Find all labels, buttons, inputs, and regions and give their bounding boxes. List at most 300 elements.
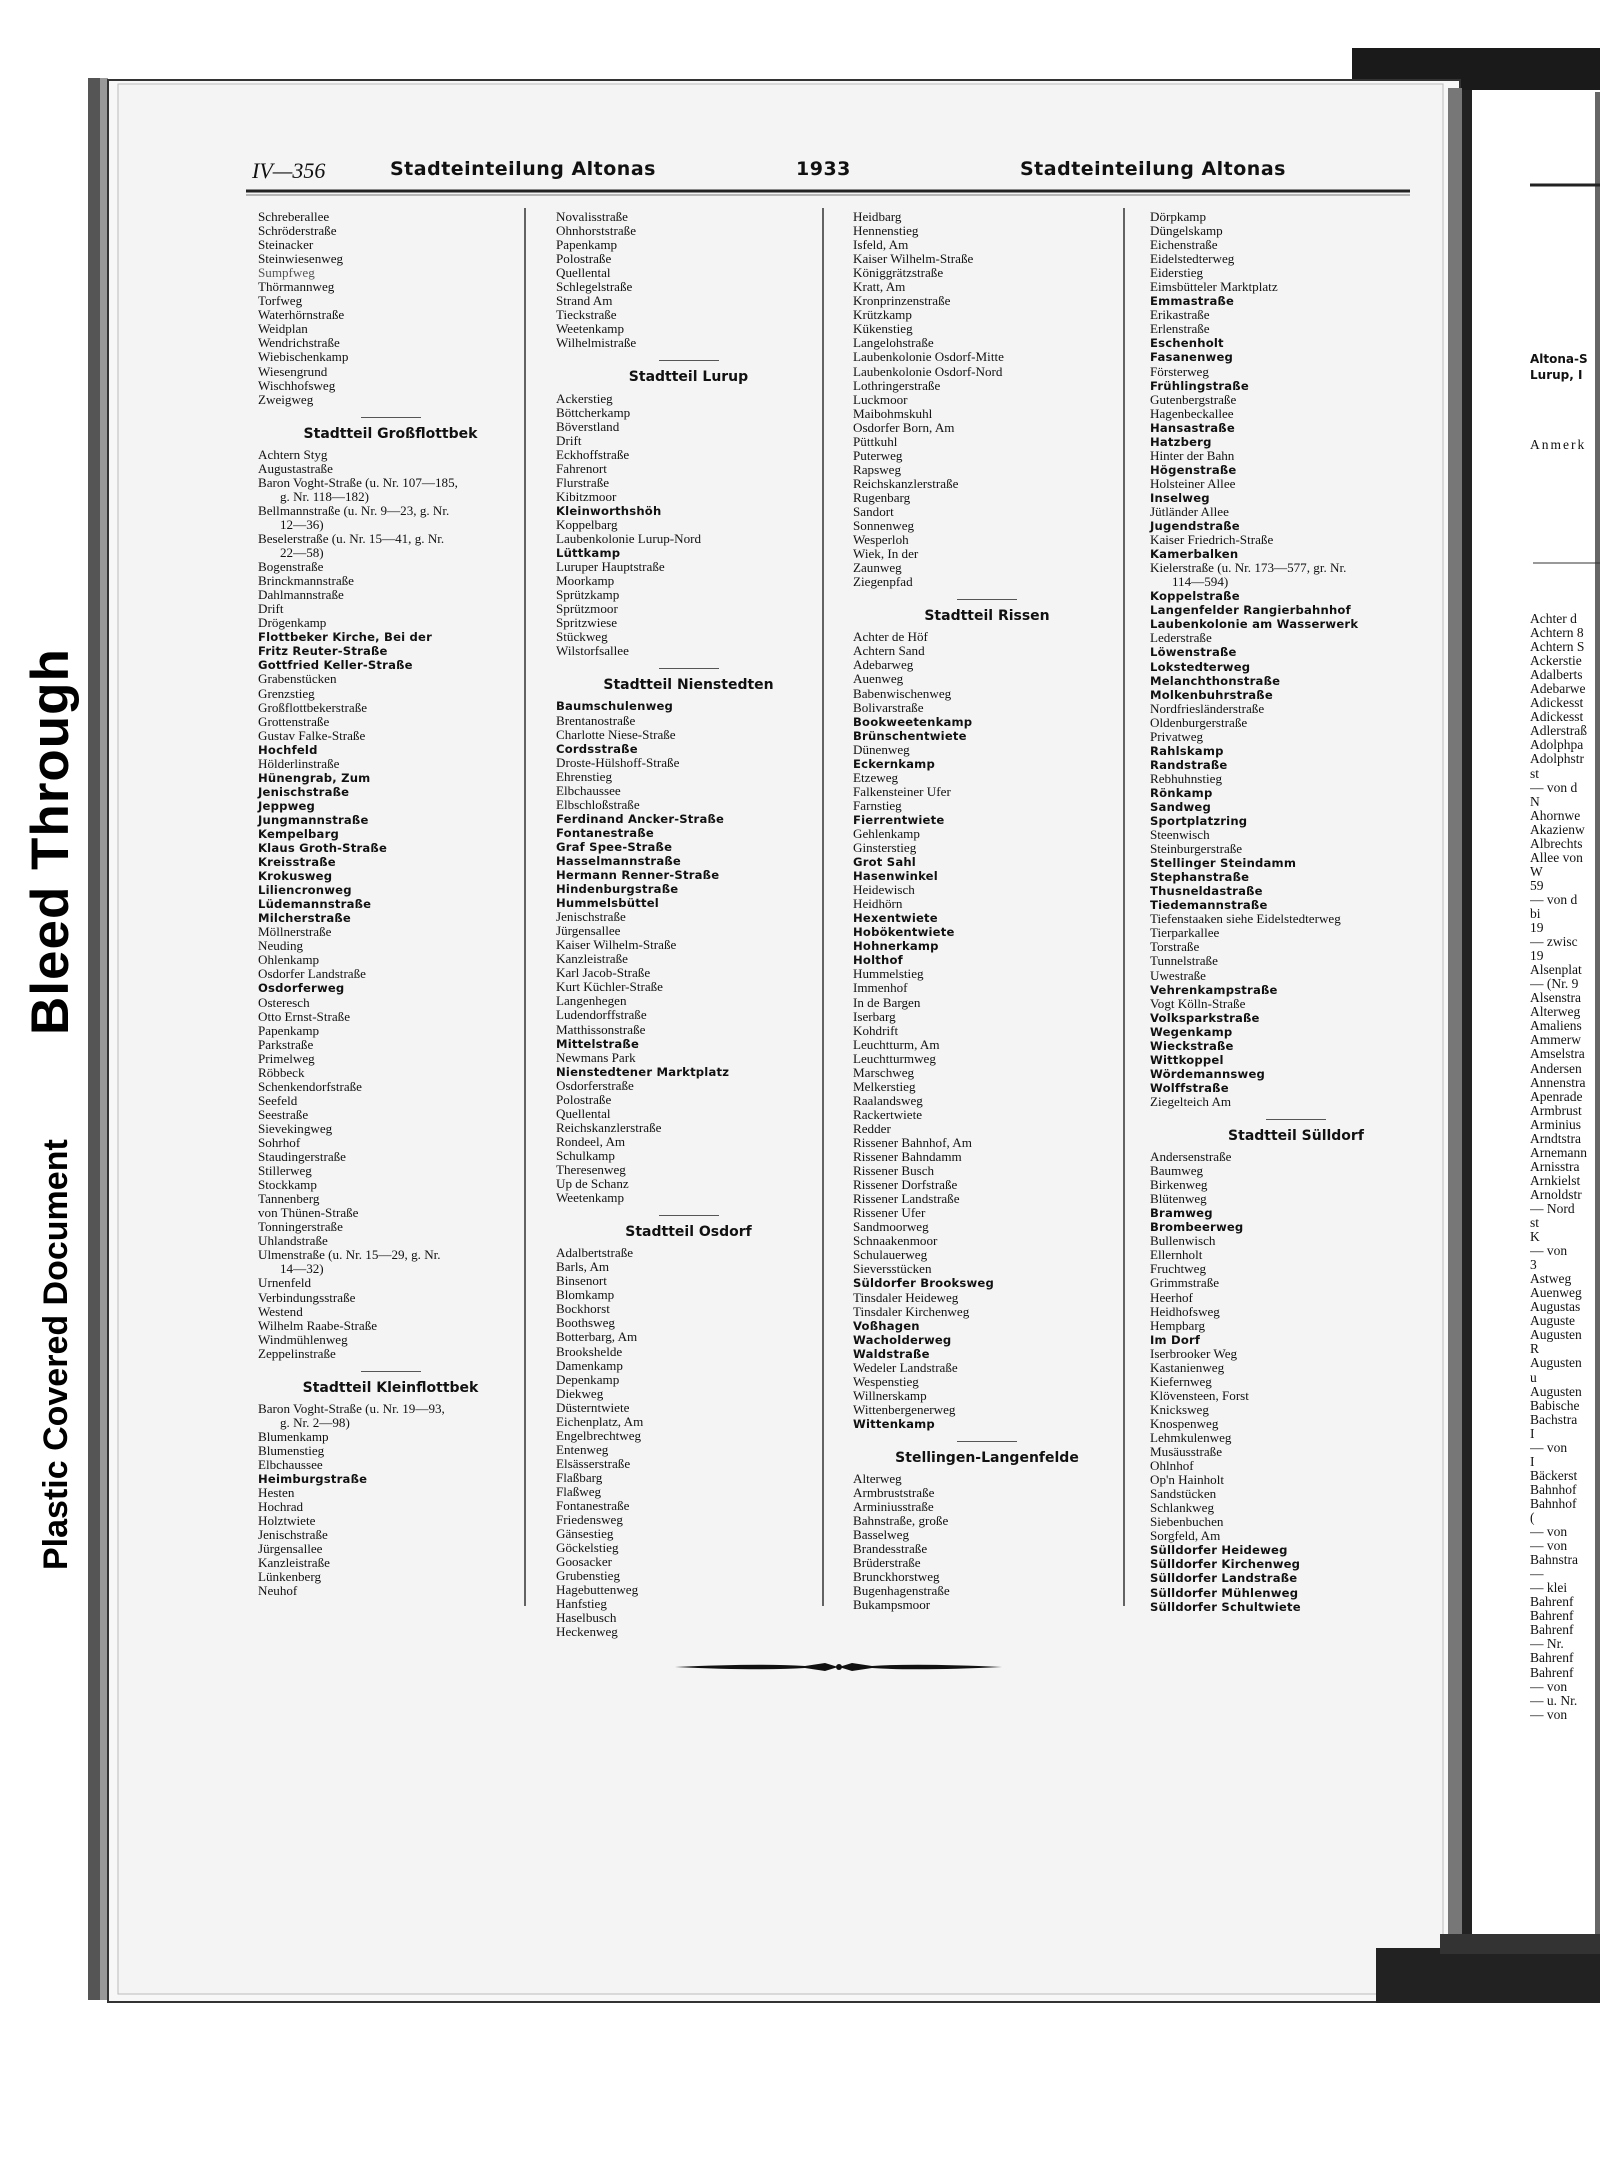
right-page-entry: — von [1530,1706,1568,1722]
right-page-entry: — (Nr. 9 [1530,976,1579,992]
street-entry: Göckelstieg [556,1540,619,1556]
street-entry: Musäusstraße [1150,1444,1223,1460]
street-entry: Wedeler Landstraße [853,1359,958,1375]
street-entry: Uhlandstraße [258,1233,328,1249]
right-page-entry: Bahrenf [1530,1608,1574,1624]
street-entry: Diekweg [556,1385,604,1401]
right-page-entry: st [1530,1215,1540,1231]
street-entry: Blütenweg [1150,1191,1207,1207]
street-entry: Düsterntwiete [556,1399,630,1415]
right-page-entry: Albrechts [1530,835,1583,851]
street-entry: Kurt Küchler-Straße [556,979,663,995]
street-entry: Lüdemannstraße [258,897,372,912]
street-entry: Elsässerstraße [556,1455,631,1471]
right-page-entry: Arnemann [1530,1144,1587,1160]
street-entry: Bugenhagenstraße [853,1583,950,1599]
street-entry: Gutenbergstraße [1150,391,1237,407]
street-entry: Gustav Falke-Straße [258,727,366,743]
street-entry: Hagebuttenweg [556,1582,639,1598]
street-entry: Boothsweg [556,1315,615,1331]
street-entry: Beselerstraße (u. Nr. 15—41, g. Nr. [258,530,445,546]
section-divider [957,1441,1017,1442]
street-entry: Ziegelteich Am [1150,1093,1232,1109]
street-entry: Dünenweg [853,741,910,757]
street-entry: Kratt, Am [853,279,906,295]
street-entry: Binsenort [556,1273,607,1289]
street-entry: Seefeld [258,1092,298,1108]
street-entry: Staudingerstraße [258,1149,346,1165]
street-entry: Bellmannstraße (u. Nr. 9—23, g. Nr. [258,502,450,518]
street-entry: Hansastraße [1150,420,1235,435]
street-entry: Karl Jacob-Straße [556,965,651,981]
street-entry: Torfweg [258,293,303,309]
street-entry: Wespenstieg [853,1373,919,1389]
street-entry: Zweigweg [258,391,314,407]
street-entry: Quellental [556,1105,611,1121]
street-entry: Auenweg [853,671,904,687]
street-entry: Tonningerstraße [258,1219,343,1235]
street-entry: Steinwiesenweg [258,251,344,267]
street-entry: Wiebischenkamp [258,349,349,365]
street-entry: Kaiser Friedrich-Straße [1150,532,1274,548]
street-entry: Steenwisch [1150,827,1210,843]
street-entry: Sandort [853,503,894,519]
street-entry: Wacholderweg [853,1332,952,1347]
street-entry: Neuhof [258,1583,298,1599]
street-entry: Kükenstieg [853,321,913,337]
section-heading: Stadtteil Osdorf [625,1224,752,1241]
right-page-entry: Augusten [1530,1327,1582,1343]
street-entry: Leuchtturmweg [853,1050,936,1066]
section-divider [361,417,421,418]
street-entry: Fasanenweg [1150,350,1234,365]
street-entry: Hasselmannstraße [556,853,681,868]
street-entry: Baron Voght-Straße (u. Nr. 19—93, [258,1400,445,1416]
street-entry: Tunnelstraße [1150,953,1218,969]
street-entry: Hexentwiete [853,911,938,926]
street-entry: Privatweg [1150,728,1204,744]
street-entry: Wiek, In der [853,546,919,562]
right-page-entry: Alterweg [1530,1004,1581,1020]
street-entry: Laubenkolonie Osdorf-Mitte [853,349,1004,365]
section-divider [957,599,1017,600]
right-page-entry: Bahrenf [1530,1664,1574,1680]
right-page-entry: I [1530,1425,1535,1441]
street-column-1 [258,210,523,1598]
right-page-entry: Augusten [1530,1355,1582,1371]
right-page-entry: Allee von [1530,849,1583,865]
street-entry: Adalbertstraße [556,1245,634,1261]
street-entry: Im Dorf [1150,1332,1201,1347]
street-entry: Hochfeld [258,742,318,757]
section-heading: Stadtteil Rissen [924,608,1050,625]
street-entry: Wiesengrund [258,363,328,379]
street-entry: Nienstedtener Marktplatz [556,1064,730,1079]
street-entry: Drift [258,601,284,617]
street-entry: Kreisstraße [258,855,336,870]
street-entry: Thörmannweg [258,279,335,295]
right-page-entry: Ackerstie [1530,653,1582,669]
street-entry: Strand Am [556,293,613,309]
street-entry: Droste-Hülshoff-Straße [556,754,680,770]
street-entry: Armbruststraße [853,1485,935,1501]
right-page-entry: Adebarwe [1530,681,1586,697]
street-entry: Ackerstieg [556,390,613,406]
street-entry: Rönkamp [1150,785,1213,800]
street-entry: Melkerstieg [853,1078,916,1094]
right-page-entry: Adalberts [1530,667,1583,683]
section-heading: Stadtteil Sülldorf [1228,1128,1364,1144]
street-entry: Möllnerstraße [258,924,332,940]
street-entry: Brentanostraße [556,712,636,728]
right-page-entry: Alsenstra [1530,990,1581,1006]
street-entry: Elbchaussee [258,1456,323,1472]
right-page-entry: N [1530,793,1540,809]
street-entry: Bullenwisch [1150,1233,1216,1249]
section-divider [659,1215,719,1216]
street-entry: Tiefenstaaken siehe Eidelstedterweg [1150,911,1341,927]
street-entry: Vogt Kölln-Straße [1150,995,1246,1011]
street-entry: Depenkamp [556,1371,620,1387]
street-entry: Ohnhorststraße [556,223,637,239]
street-entry: Jenischstraße [556,909,626,925]
street-entry: Röbbeck [258,1064,305,1080]
right-page-entry: Adolphpa [1530,737,1584,753]
street-entry: Flurstraße [556,474,610,490]
street-entry: Kronprinzenstraße [853,293,951,309]
street-entry: Engelbrechtweg [556,1427,642,1443]
street-entry: Milcherstraße [258,911,351,926]
street-entry: Damenkamp [556,1357,623,1373]
right-page-entry: Achtern 8 [1530,625,1584,641]
right-page-entry: Amselstra [1530,1046,1585,1062]
street-entry: Newmans Park [556,1049,636,1065]
street-entry: Rissener Bahndamm [853,1149,962,1165]
right-page-entry: — von [1530,1678,1568,1694]
street-entry: Jütländer Allee [1150,503,1229,519]
street-entry: Jenischstraße [258,784,350,799]
street-entry: Hesten [258,1485,295,1501]
street-entry: Krokusweg [258,869,333,884]
street-entry: Sorgfeld, Am [1150,1528,1221,1544]
street-entry: Brinckmannstraße [258,573,354,589]
street-entry: Thusneldastraße [1150,884,1263,899]
street-entry: Fontanestraße [556,825,654,840]
street-entry: Königgrätzstraße [853,265,944,281]
right-page-heading-2: Lurup, I [1530,368,1583,382]
street-entry: Falkensteiner Ufer [853,783,951,799]
street-entry: Püttkuhl [853,433,898,449]
street-entry: Dörpkamp [1150,209,1207,224]
street-entry: Melanchthonstraße [1150,673,1281,688]
street-entry: Tieckstraße [556,307,617,323]
street-entry-continuation: 114—594) [1172,574,1229,590]
street-entry: Graf Spee-Straße [556,839,673,854]
section-divider [361,1371,421,1372]
right-page-entry: Augustas [1530,1299,1581,1315]
street-entry: Schnaakenmoor [853,1233,938,1249]
street-entry: Lehmkulenweg [1150,1429,1232,1445]
street-entry: Emmastraße [1150,294,1235,309]
street-entry: Weetenkamp [556,321,625,337]
street-entry: Molkenbuhrstraße [1150,687,1273,702]
right-page-entry: — von [1530,1524,1568,1540]
street-entry: Bramweg [1150,1206,1213,1221]
street-entry: Volksparkstraße [1150,1010,1260,1025]
street-entry: Wilhelmistraße [556,335,637,351]
street-entry: Hanfstieg [556,1596,607,1612]
street-entry: Grabenstücken [258,671,337,687]
header-year: 1933 [796,158,851,180]
right-page-entry: Auenweg [1530,1285,1582,1301]
street-entry: Jürgensallee [258,1541,323,1557]
street-entry: Großflottbekerstraße [258,699,368,715]
street-entry: Heidbarg [853,209,902,224]
street-entry: Bogenstraße [258,559,324,575]
street-entry: Rackertwiete [853,1106,923,1122]
section-heading: Stadtteil Kleinflottbek [302,1379,479,1396]
street-entry: Ohlnhof [1150,1458,1194,1474]
street-entry: Baron Voght-Straße (u. Nr. 107—185, [258,474,458,490]
street-entry: Maibohmskuhl [853,405,933,421]
street-entry: Wilhelm Raabe-Straße [258,1317,378,1333]
right-page-entry: — Nord [1530,1200,1575,1216]
right-page-entry: Apenrade [1530,1088,1583,1104]
street-entry: Bookweetenkamp [853,714,973,729]
street-entry: Grenzstieg [258,685,315,701]
street-entry: Sumpfweg [258,265,315,281]
street-entry: Entenweg [556,1441,609,1457]
street-entry: Flaßweg [556,1483,602,1499]
right-page-entry: Bahnhof [1530,1481,1577,1497]
street-entry: Hempbarg [1150,1317,1206,1333]
street-entry: Langenhegen [556,993,627,1009]
street-entry: Polostraße [556,251,612,267]
street-entry: Kibitzmoor [556,488,617,504]
street-entry: Ziegenpfad [853,574,913,590]
street-entry: Lüttkamp [556,546,621,561]
street-entry: Hatzberg [1150,434,1212,449]
right-page-entry: Bahrenf [1530,1594,1574,1610]
street-entry: Schröderstraße [258,223,337,239]
street-entry: Achtern Sand [853,643,925,659]
street-entry: Achter de Höf [853,629,928,645]
street-entry: Kempelbarg [258,826,339,841]
street-entry: Sandmoorweg [853,1219,929,1235]
street-entry: Jenischstraße [258,1527,328,1543]
right-page-note: Anmerk [1530,437,1587,452]
street-entry: Voßhagen [853,1318,920,1333]
street-entry: Ehrenstieg [556,768,612,784]
street-entry: Verbindungsstraße [258,1289,356,1305]
street-entry: Blumenkamp [258,1428,329,1444]
street-entry: Luckmoor [853,391,908,407]
street-entry: Vehrenkampstraße [1150,982,1278,997]
street-entry: Rissener Bahnhof, Am [853,1135,972,1150]
header-title-right: Stadteinteilung Altonas [1020,158,1286,180]
street-entry: Birkenweg [1150,1177,1208,1193]
street-entry: Steinacker [258,237,314,253]
street-entry: Brombeerweg [1150,1220,1244,1235]
street-entry: Polostraße [556,1091,612,1107]
street-entry: Sprützkamp [556,587,620,603]
street-entry: Holztwiete [258,1513,316,1529]
street-entry: Spritzwiese [556,615,618,631]
street-entry: Wilstorfsallee [556,643,629,659]
right-page-heading-1: Altona-S [1530,352,1588,366]
street-entry: Kaiser Wilhelm-Straße [853,251,974,267]
right-page-entry: 3 [1530,1257,1537,1273]
street-entry: Hermann Renner-Straße [556,868,720,883]
street-entry: Bahnstraße, große [853,1513,949,1529]
street-entry: Ginsterstieg [853,840,917,856]
street-entry: Tinsdaler Heideweg [853,1289,959,1305]
street-entry: Fahrenort [556,460,607,476]
street-entry: Quellental [556,265,611,281]
street-entry: Alterweg [853,1471,902,1487]
street-entry: Krützkamp [853,307,912,323]
street-entry: Tierparkallee [1150,925,1220,941]
street-entry: Neuding [258,938,304,954]
section-divider [659,668,719,669]
street-entry: Kohdrift [853,1022,899,1038]
right-page-entry: Bahrenf [1530,1650,1574,1666]
street-entry: Elbchaussee [556,782,621,798]
street-entry: Knospenweg [1150,1415,1219,1431]
right-page-entry: — u. Nr. [1530,1692,1578,1708]
street-entry: Flottbeker Kirche, Bei der [258,630,433,645]
street-entry: Schlegelstraße [556,279,633,295]
street-entry: Laubenkolonie Lurup-Nord [556,530,702,546]
street-entry: Westend [258,1303,303,1319]
street-entry: Augustastraße [258,460,333,476]
street-entry: Tiedemannstraße [1150,898,1268,913]
street-entry: Koppelbarg [556,516,618,532]
street-entry: Papenkamp [556,237,618,253]
street-entry: Parkstraße [258,1036,314,1052]
street-entry: Wendrichstraße [258,335,340,351]
street-entry: Redder [853,1120,891,1136]
street-entry: Sohrhof [258,1135,301,1150]
right-page-entry: Bahrenf [1530,1622,1574,1638]
right-page-entry: Annenstra [1530,1074,1586,1090]
street-entry: Windmühlenweg [258,1331,348,1347]
street-entry: Eckernkamp [853,756,935,771]
right-page-entry: Bahnstra [1530,1552,1578,1568]
street-entry: Leuchtturm, Am [853,1036,940,1052]
street-entry: Holsteiner Allee [1150,475,1236,491]
street-entry: Uwestraße [1150,967,1206,983]
street-entry: Fontanestraße [556,1498,630,1514]
right-page-entry: Adickesst [1530,709,1584,725]
street-entry: Waterhörnstraße [258,307,345,323]
street-entry: Wördemannsweg [1150,1066,1266,1081]
street-entry: Hennenstieg [853,223,919,239]
street-column-2 [556,210,821,1640]
street-entry: Dahlmannstraße [258,587,344,603]
right-page-entry: Armbrust [1530,1102,1582,1118]
street-entry: Grot Sahl [853,855,916,870]
right-page-entry: Achtern S [1530,639,1585,655]
street-entry: Kamerbalken [1150,547,1239,562]
right-page-entry: W [1530,863,1543,879]
street-entry: Langenfelder Rangierbahnhof [1150,603,1351,618]
street-entry: Kastanienweg [1150,1359,1225,1375]
street-entry: Koppelstraße [1150,589,1240,604]
street-entry: Wittenkamp [853,1416,935,1431]
street-entry: Osdorfer Landstraße [258,966,366,982]
street-entry: Stellinger Steindamm [1150,856,1297,871]
right-page-entry: Andersen [1530,1060,1582,1076]
section-heading: Stadtteil Großflottbek [303,425,478,442]
street-entry: Lothringerstraße [853,377,941,393]
right-page-entry: I [1530,1453,1535,1469]
section-heading: Stellingen-Langenfelde [895,1449,1079,1466]
right-page-entry: st [1530,765,1540,781]
street-entry: Reichskanzlerstraße [853,475,959,491]
street-entry: Brüderstraße [853,1555,921,1571]
street-entry: Basselweg [853,1527,910,1543]
street-entry: Hagenbeckallee [1150,405,1234,421]
street-entry: Babenwischenweg [853,685,952,701]
street-entry: Andersenstraße [1150,1149,1232,1165]
street-entry: Böttcherkamp [556,404,631,420]
right-page-entry: Amaliens [1530,1018,1582,1034]
street-entry: Knicksweg [1150,1401,1209,1417]
street-entry: Theresenweg [556,1162,626,1177]
street-entry: Eckhoffstraße [556,446,630,462]
street-entry: Puterweg [853,447,903,463]
street-entry: Högenstraße [1150,462,1237,477]
right-page-entry: bi [1530,905,1541,921]
street-entry-continuation: 14—32) [280,1261,324,1277]
street-entry: Etzeweg [853,769,899,785]
street-entry: Iserbarg [853,1008,896,1024]
right-page-entry: — von d [1530,779,1578,795]
street-entry: Rahlskamp [1150,743,1224,758]
street-entry: Stockkamp [258,1177,317,1193]
street-entry: Ellernholt [1150,1247,1203,1263]
page-number: IV—356 [252,158,326,183]
right-page-entry: Adickesst [1530,695,1584,711]
street-entry: Novalisstraße [556,209,628,224]
street-entry: Laubenkolonie am Wasserwerk [1150,617,1359,632]
street-entry: Brandesstraße [853,1541,928,1557]
street-entry-continuation: g. Nr. 118—182) [280,488,369,504]
street-entry: Urnenfeld [258,1275,312,1291]
street-entry: Langelohstraße [853,335,934,351]
street-entry: Weetenkamp [556,1190,625,1206]
right-page-entry: 19 [1530,920,1544,936]
street-entry: Farnstieg [853,797,902,813]
street-entry: Drögenkamp [258,615,327,631]
street-entry: Böverstland [556,418,620,434]
street-entry: Hasenwinkel [853,869,938,884]
street-entry: Haselbusch [556,1610,617,1626]
street-entry: Rissener Landstraße [853,1191,960,1207]
street-entry: Immenhof [853,980,908,996]
street-entry: Osdorferstraße [556,1077,634,1093]
street-entry: Brunckhorstweg [853,1569,940,1585]
street-entry: Lederstraße [1150,630,1212,646]
street-entry: Achtern Styg [258,446,328,462]
right-page-entry: K [1530,1229,1540,1245]
street-entry: Botterbarg, Am [556,1329,638,1345]
street-entry: Sülldorfer Kirchenweg [1150,1557,1301,1572]
street-entry: Bockhorst [556,1301,610,1317]
street-entry: Rebhuhnstieg [1150,770,1223,786]
section-heading: Stadtteil Lurup [628,369,749,386]
